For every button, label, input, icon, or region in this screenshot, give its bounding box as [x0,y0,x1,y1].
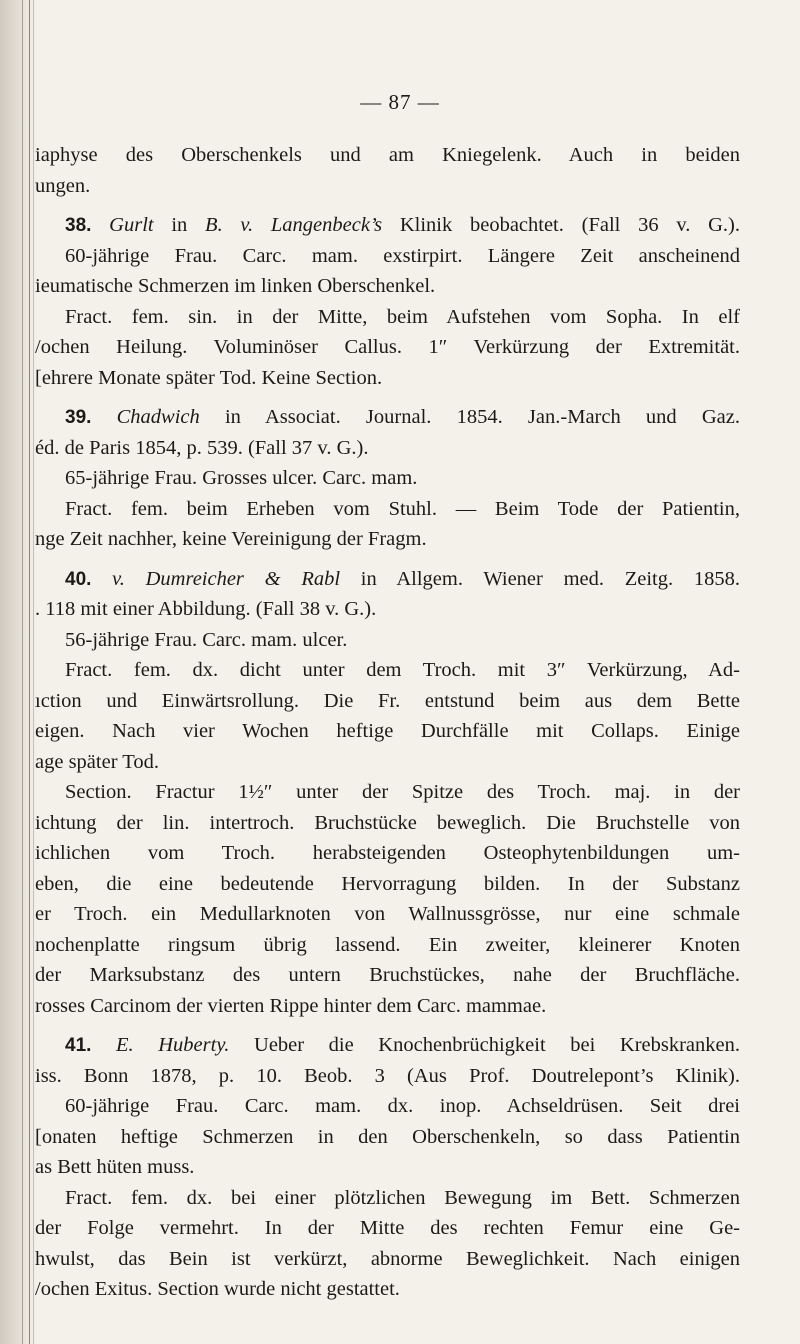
text-line: Fract. fem. dx. dicht unter dem Troch. mit 3″ Verkürzung, Ad- [65,659,740,681]
text-line: ıction und Einwärtsrollung. Die Fr. entstund beim aus dem Bette [35,689,740,712]
text-line: nge Zeit nachher, keine Vereinigung der Fragm. [35,528,427,550]
text-line: Fract. fem. sin. in der Mitte, beim Aufstehen vom Sopha. In elf [65,305,740,328]
entry-source: B. v. Langenbeck’s [205,214,383,236]
text-line: ichlichen vom Troch. herabsteigenden Osteophytenbildungen um- [35,842,740,864]
text-line: ungen. [35,174,91,197]
text-line: eben, die eine bedeutende Hervorragung bilden. In der Substanz [35,872,740,895]
text-line: nochenplatte ringsum übrig lassend. Ein zweiter, kleinerer Knoten [35,933,740,956]
text-line: ieumatische Schmerzen im linken Oberschenkel. [35,275,436,297]
text-line: Fract. fem. beim Erheben vom Stuhl. — Beim Tode der Patientin, [65,497,740,520]
text-line: 60-jährige Frau. Carc. mam. dx. inop. Achseldrüsen. Seit drei [65,1095,740,1117]
page-body [35,140,740,1305]
entry-number: 39. [65,407,92,428]
text-line: der Marksubstanz des untern Bruchstückes, nahe der Bruchfläche. [35,964,740,986]
text-line: 60-jährige Frau. Carc. mam. exstirpirt. Längere Zeit anscheinend [65,244,740,267]
entry-heading-text: in Associat. Journal. 1854. Jan.-March und Gaz. [199,406,740,428]
entry-heading-41 [35,1030,740,1061]
text-line: iaphyse des Oberschenkels und am Kniegelenk. Auch in beiden [35,144,740,166]
entry-author: Chadwich [116,406,200,428]
entry-heading-text: in Allgem. Wiener med. Zeitg. 1858. [340,567,740,590]
text-line: er Troch. ein Medullarknoten von Wallnussgrösse, nur eine schmale [35,903,740,925]
text-line: iss. Bonn 1878, p. 10. Beob. 3 (Aus Prof. Doutrelepont’s Klinik). [35,1064,740,1087]
text-line: ichtung der lin. intertroch. Bruchstücke beweglich. Die Bruchstelle von [35,811,740,834]
entry-number: 40. [65,568,92,590]
gutter-edge [22,0,23,1344]
entry-heading-text: in [153,214,206,236]
text-line: /ochen Exitus. Section wurde nicht gestattet. [35,1278,400,1300]
gutter-edge [33,0,34,1344]
text-line: rosses Carcinom der vierten Rippe hinter dem Carc. mammae. [35,994,547,1017]
entry-heading-40 [35,564,740,595]
entry-author: Gurlt [109,214,154,236]
text-line: age später Tod. [35,750,159,773]
text-line: éd. de Paris 1854, p. 539. (Fall 37 v. G.). [35,436,369,459]
entry-heading-39 [35,402,740,433]
text-line: /ochen Heilung. Voluminöser Callus. 1″ Verkürzung der Extremität. [35,336,740,358]
entry-heading-text: Klinik beobachtet. (Fall 36 v. G.). [382,214,740,236]
entry-heading-38 [35,210,740,241]
text-line: 65-jährige Frau. Grosses ulcer. Carc. mam. [65,467,418,489]
entry-author: E. Huberty. [116,1034,230,1056]
text-line: eigen. Nach vier Wochen heftige Durchfälle mit Collaps. Einige [35,720,740,742]
text-line: as Bett hüten muss. [35,1156,195,1178]
text-line: . 118 mit einer Abbildung. (Fall 38 v. G.). [35,598,377,620]
text-line: [onaten heftige Schmerzen in den Oberschenkeln, so dass Patientin [35,1125,740,1148]
gutter-edge [29,0,30,1344]
text-line: 56-jährige Frau. Carc. mam. ulcer. [65,628,348,651]
entry-number: 41. [65,1035,92,1056]
entry-author: v. Dumreicher & Rabl [112,567,341,590]
entry-heading-text: Ueber die Knochenbrüchigkeit bei Krebskranken. [229,1034,740,1056]
text-line: Section. Fractur 1½″ unter der Spitze des Troch. maj. in der [65,781,740,803]
text-line: der Folge vermehrt. In der Mitte des rechten Femur eine Ge- [35,1217,740,1239]
text-line: [ehrere Monate später Tod. Keine Section. [35,366,383,389]
entry-number: 38. [65,215,92,236]
text-line: Fract. fem. dx. bei einer plötzlichen Bewegung im Bett. Schmerzen [65,1186,740,1209]
page-number: — 87 — [360,90,440,114]
text-line: hwulst, das Bein ist verkürzt, abnorme Beweglichkeit. Nach einigen [35,1247,740,1270]
